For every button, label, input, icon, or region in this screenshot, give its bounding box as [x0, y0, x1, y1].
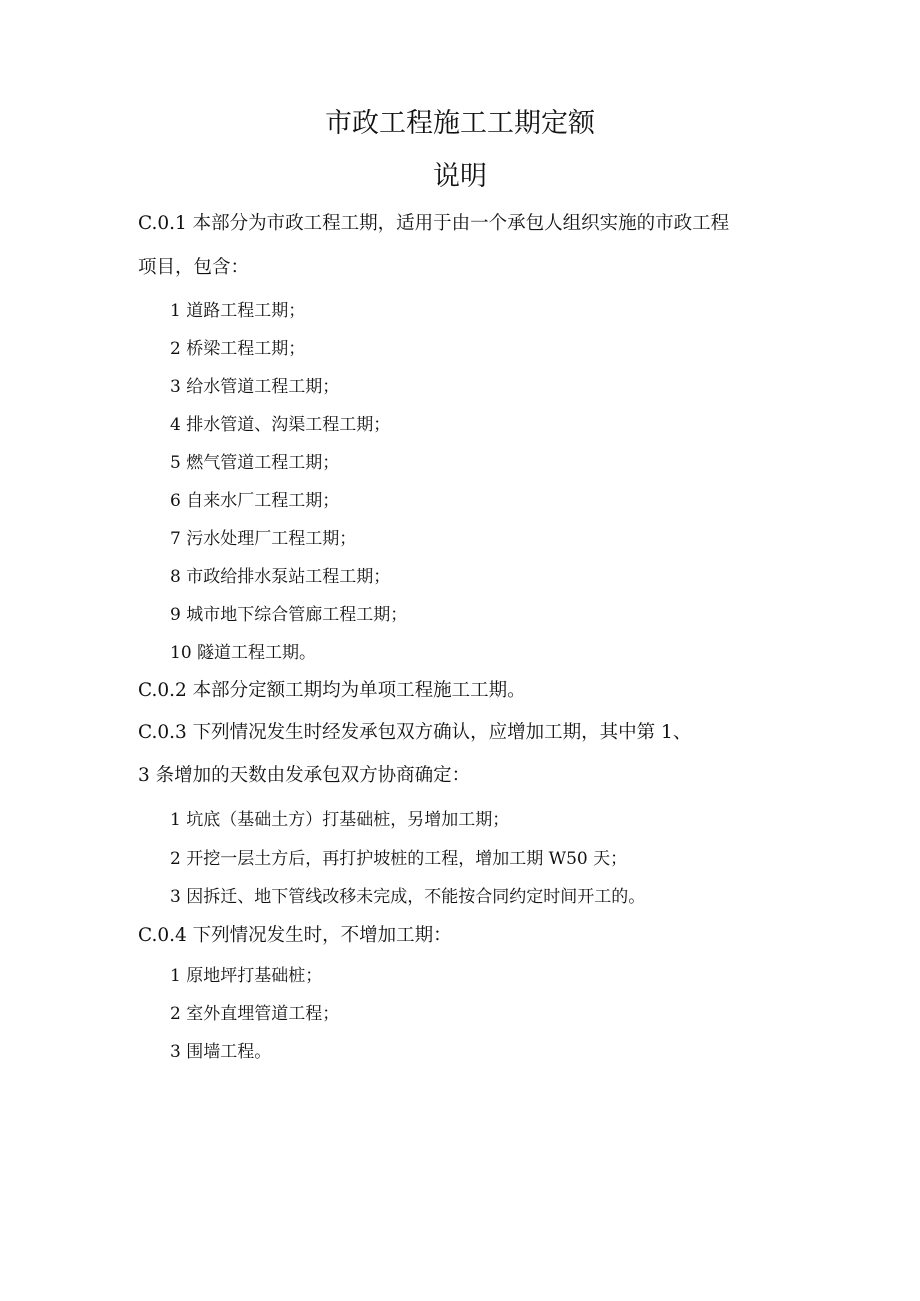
section-c01-line1: C.0.1 本部分为市政工程工期，适用于由一个承包人组织实施的市政工程 [138, 213, 730, 234]
list-item: 2 室外直埋管道工程； [170, 1004, 340, 1024]
list-item: 3 围墙工程。 [170, 1042, 272, 1062]
list-item: 3 给水管道工程工期； [170, 377, 340, 397]
list-item: 9 城市地下综合管廊工程工期； [170, 605, 408, 625]
list-item: 6 自来水厂工程工期； [170, 491, 340, 511]
list-item: 8 市政给排水泵站工程工期； [170, 567, 391, 587]
document-subtitle: 说明 [433, 161, 487, 192]
list-item: 5 燃气管道工程工期； [170, 453, 340, 473]
list-item: 10 隧道工程工期。 [170, 643, 317, 663]
list-item: 2 开挖一层土方后，再打护坡桩的工程，增加工期 W50 天； [170, 849, 628, 869]
list-item: 7 污水处理厂工程工期； [170, 529, 357, 549]
list-item: 1 原地坪打基础桩； [170, 966, 323, 986]
section-c03-line1: C.0.3 下列情况发生时经发承包双方确认，应增加工期，其中第 1、 [138, 722, 692, 743]
section-c02-line1: C.0.2 本部分定额工期均为单项工程施工工期。 [138, 680, 526, 701]
list-item: 1 坑底（基础土方）打基础桩，另增加工期； [170, 810, 510, 830]
section-c04-line1: C.0.4 下列情况发生时，不增加工期： [138, 925, 452, 946]
list-item: 3 因拆迁、地下管线改移未完成，不能按合同约定时间开工的。 [170, 887, 646, 907]
document-title: 市政工程施工工期定额 [325, 108, 595, 139]
list-item: 2 桥梁工程工期； [170, 339, 306, 359]
section-c01-line2: 项目，包含： [138, 257, 250, 278]
section-c03-line2: 3 条增加的天数由发承包双方协商确定： [138, 765, 471, 786]
list-item: 4 排水管道、沟渠工程工期； [170, 415, 391, 435]
list-item: 1 道路工程工期； [170, 301, 306, 321]
